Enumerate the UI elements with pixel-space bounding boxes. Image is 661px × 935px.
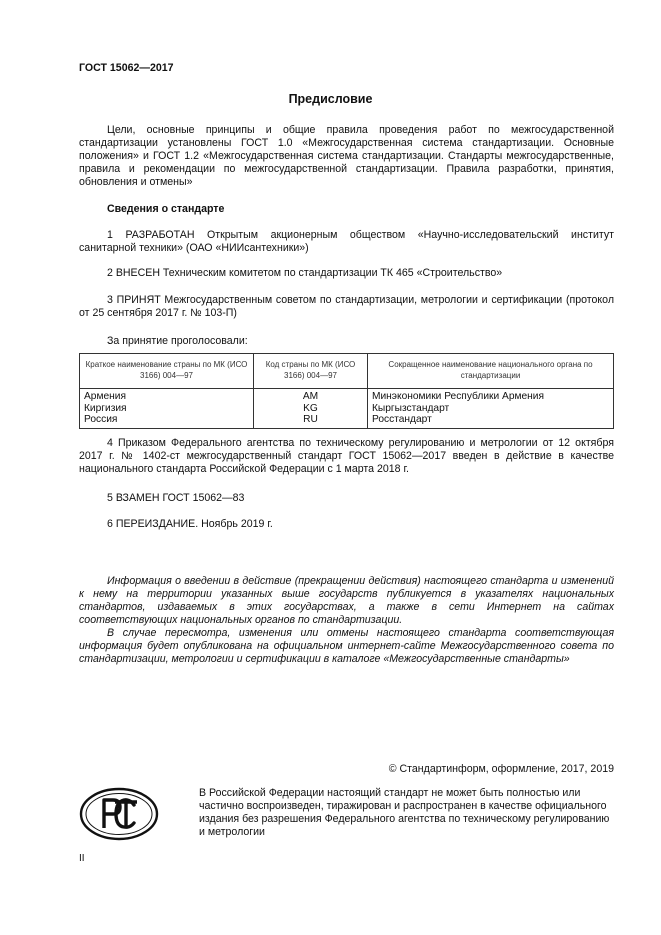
item-developed: 1 РАЗРАБОТАН Открытым акционерным обществом «Научно-исследовательский институт санитарной техники» (ОАО «НИИсантехники») <box>79 229 614 254</box>
voted-label: За принятие проголосовали: <box>107 335 248 347</box>
voting-table <box>79 353 614 429</box>
item-reissue: 6 ПЕРЕИЗДАНИЕ. Ноябрь 2019 г. <box>107 518 273 530</box>
item-adopted: 3 ПРИНЯТ Межгосударственным советом по стандартизации, метрологии и сертификации (протокол от 25 сентября 2017 г. № 103-П) <box>79 294 614 319</box>
info-note-1: Информация о введении в действие (прекращении действия) настоящего стандарта и изменений к нему на территории указанных выше государств публикуется в указателях национальных стандартов, издаваемых в этих государствах, а также в сети Интернет на сайтах соответствующих национальных органов по стандартизации. <box>79 575 614 626</box>
reproduction-notice: В Российской Федерации настоящий стандарт не может быть полностью или частично воспроизведен, тиражирован и распространен в качестве официального издания без разрешения Федерального агентства по техническому регулированию и метрологии <box>199 787 610 838</box>
body-cell: Росстандарт <box>368 414 614 428</box>
item-replaces: 5 ВЗАМЕН ГОСТ 15062—83 <box>107 492 245 504</box>
copyright-line: © Стандартинформ, оформление, 2017, 2019 <box>388 763 614 775</box>
table-row <box>80 389 614 403</box>
item-introduced: 2 ВНЕСЕН Техническим комитетом по стандартизации ТК 465 «Строительство» <box>107 267 503 279</box>
country-cell: Россия <box>80 414 254 428</box>
info-note-2: В случае пересмотра, изменения или отмены настоящего стандарта соответствующая информация будет опубликована на официальном интернет-сайте Межгосударственного совета по стандартизации, метрологии и сертификации в каталоге «Межгосударственные стандарты» <box>79 627 614 665</box>
table-header-row <box>80 354 614 389</box>
code-cell: AM <box>254 389 368 403</box>
table-row <box>80 414 614 428</box>
country-cell: Киргизия <box>80 403 254 415</box>
standard-code: ГОСТ 15062—2017 <box>79 62 174 74</box>
page-title: Предисловие <box>288 92 373 106</box>
code-cell: RU <box>254 414 368 428</box>
info-heading: Сведения о стандарте <box>107 203 225 215</box>
table-header-body: Сокращенное наименование национального органа по стандартизации <box>368 354 614 389</box>
table-row <box>80 403 614 415</box>
table-header-country: Краткое наименование страны по МК (ИСО 3166) 004—97 <box>80 354 254 389</box>
code-cell: KG <box>254 403 368 415</box>
foreword-paragraph: Цели, основные принципы и общие правила проведения работ по межгосударственной стандартизации установлены ГОСТ 1.0 «Межгосударственная система стандартизации. Основные положения» и ГОСТ 1.2 «Межгосударственная система стандартизации. Стандарты межгосударственные, правила и рекомендации по межгосударственной стандартизации. Правила разработки, принятия, обновления и отмены» <box>79 124 614 188</box>
country-cell: Армения <box>80 389 254 403</box>
page-number: II <box>79 853 85 864</box>
table-header-code: Код страны по МК (ИСО 3166) 004—97 <box>254 354 368 389</box>
rst-logo-icon <box>79 786 159 842</box>
info-note-block <box>79 575 614 666</box>
item-order: 4 Приказом Федерального агентства по техническому регулированию и метрологии от 12 октября 2017 г. № 1402-ст межгосударственный стандарт ГОСТ 15062—2017 введен в действие в качестве национального стандарта Российской Федерации с 1 марта 2018 г. <box>79 437 614 475</box>
body-cell: Минэкономики Республики Армения <box>368 389 614 403</box>
body-cell: Кыргызстандарт <box>368 403 614 415</box>
